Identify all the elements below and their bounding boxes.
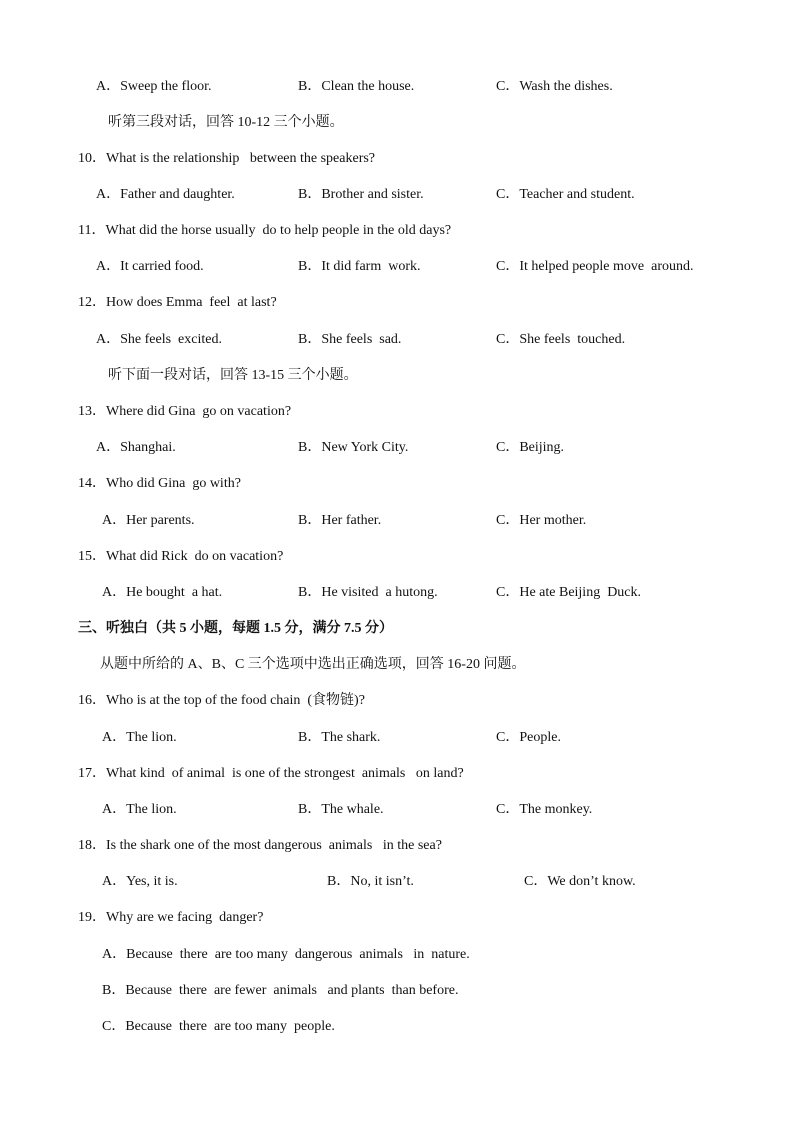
instruction-13-15: 听下面一段对话，回答 13-15 三个小题。 xyxy=(108,368,358,383)
question-19: 19．Why are we facing danger? xyxy=(78,910,264,925)
q9-option-c: C．Wash the dishes. xyxy=(496,79,613,94)
question-12: 12．How does Emma feel at last? xyxy=(78,295,277,310)
question-17: 17．What kind of animal is one of the strongest animals on land? xyxy=(78,766,464,781)
q14-option-a: A．Her parents. xyxy=(102,513,195,528)
q9-option-b: B．Clean the house. xyxy=(298,79,415,94)
q16-option-b: B．The shark. xyxy=(298,730,381,745)
q15-option-c: C．He ate Beijing Duck. xyxy=(496,585,642,600)
q12-option-c: C．She feels touched. xyxy=(496,332,626,347)
section-3-instruction: 从题中所给的 A、B、C 三个选项中选出正确选项，回答 16-20 问题。 xyxy=(100,657,526,672)
q17-option-b: B．The whale. xyxy=(298,802,384,817)
question-15: 15．What did Rick do on vacation? xyxy=(78,549,284,564)
q19-option-b: B．Because there are fewer animals and plants than before. xyxy=(102,983,459,998)
q16-option-c: C．People. xyxy=(496,730,561,745)
q10-option-a: A．Father and daughter. xyxy=(96,187,235,202)
q19-option-a: A．Because there are too many dangerous animals in nature. xyxy=(102,947,470,962)
q11-option-a: A．It carried food. xyxy=(96,259,204,274)
question-18: 18．Is the shark one of the most dangerous animals in the sea? xyxy=(78,838,442,853)
q18-option-c: C．We don’t know. xyxy=(524,874,636,889)
question-16: 16．Who is at the top of the food chain (食物链)? xyxy=(78,693,365,708)
q17-option-c: C．The monkey. xyxy=(496,802,593,817)
q13-option-b: B．New York City. xyxy=(298,440,409,455)
q10-option-b: B．Brother and sister. xyxy=(298,187,424,202)
question-13: 13．Where did Gina go on vacation? xyxy=(78,404,292,419)
q14-option-c: C．Her mother. xyxy=(496,513,587,528)
question-14: 14．Who did Gina go with? xyxy=(78,476,241,491)
q17-option-a: A．The lion. xyxy=(102,802,177,817)
q15-option-b: B．He visited a hutong. xyxy=(298,585,438,600)
q13-option-a: A．Shanghai. xyxy=(96,440,176,455)
section-3-title: 三、听独白（共 5 小题，每题 1.5 分，满分 7.5 分） xyxy=(78,621,393,636)
q11-option-c: C．It helped people move around. xyxy=(496,259,694,274)
question-10: 10．What is the relationship between the speakers? xyxy=(78,151,376,166)
instruction-10-12: 听第三段对话，回答 10-12 三个小题。 xyxy=(108,115,344,130)
q14-option-b: B．Her father. xyxy=(298,513,382,528)
q9-option-a: A．Sweep the floor. xyxy=(96,79,212,94)
q12-option-b: B．She feels sad. xyxy=(298,332,402,347)
q13-option-c: C．Beijing. xyxy=(496,440,565,455)
q18-option-a: A．Yes, it is. xyxy=(102,874,178,889)
q10-option-c: C．Teacher and student. xyxy=(496,187,635,202)
question-11: 11．What did the horse usually do to help people in the old days? xyxy=(78,223,452,238)
q19-option-c: C．Because there are too many people. xyxy=(102,1019,335,1034)
q16-option-a: A．The lion. xyxy=(102,730,177,745)
q11-option-b: B．It did farm work. xyxy=(298,259,421,274)
q18-option-b: B．No, it isn’t. xyxy=(327,874,414,889)
q12-option-a: A．She feels excited. xyxy=(96,332,222,347)
q15-option-a: A．He bought a hat. xyxy=(102,585,223,600)
